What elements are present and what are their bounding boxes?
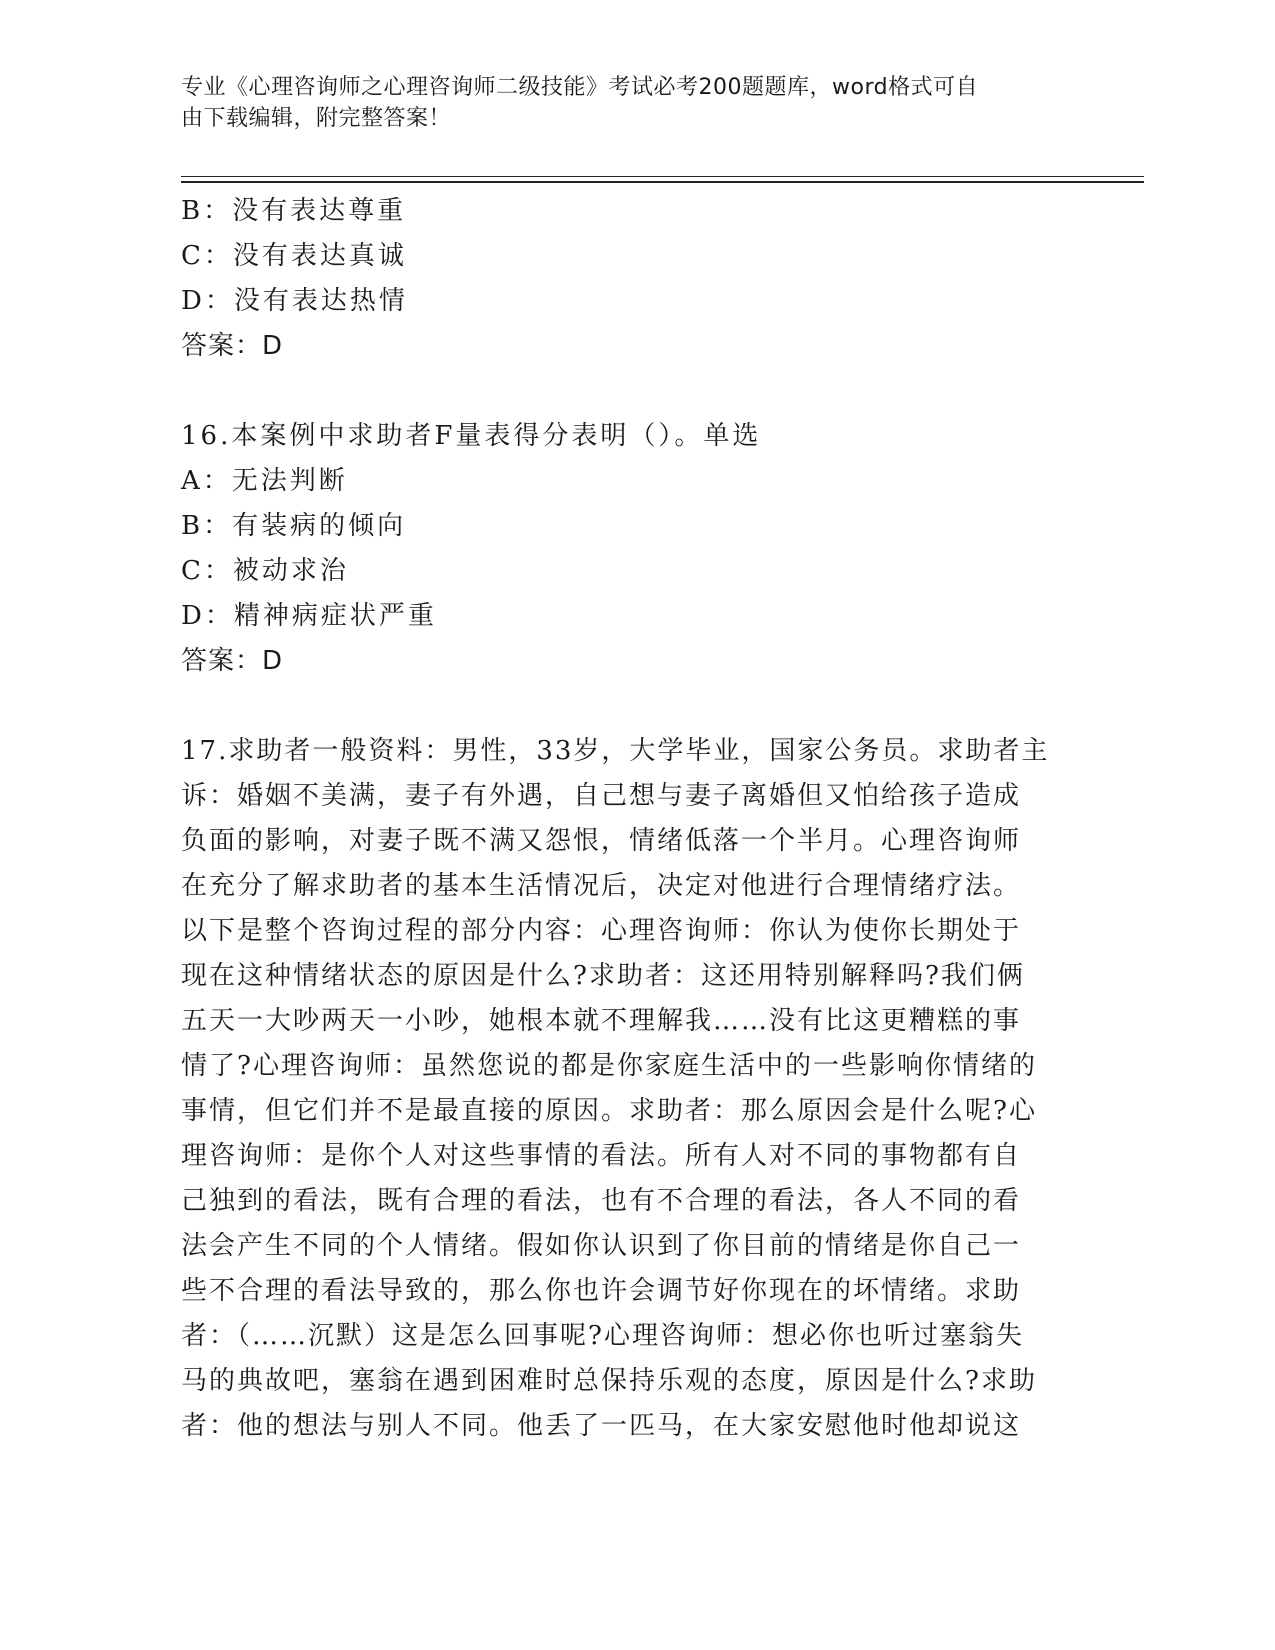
paragraph-line: 理咨询师：是你个人对这些事情的看法。所有人对不同的事物都有自 [181,1141,1022,1171]
paragraph-line: 在充分了解求助者的基本生活情况后，决定对他进行合理情绪疗法。 [181,871,1022,901]
option-b: B：没有表达尊重 [181,196,407,226]
option-c: C：被动求治 [181,556,349,586]
spacer [181,369,1081,414]
paragraph-line: 者：他的想法与别人不同。他丢了一匹马，在大家安慰他时他却说这 [181,1411,1022,1441]
paragraph-line: 诉：婚姻不美满，妻子有外遇，自己想与妻子离婚但又怕给孩子造成 [181,781,1022,811]
paragraph-line: 情了?心理咨询师：虽然您说的都是你家庭生活中的一些影响你情绪的 [181,1051,1037,1081]
previous-question [181,189,1081,369]
answer: 答案：D [181,646,284,676]
paragraph-line: 法会产生不同的个人情绪。假如你认识到了你目前的情绪是你自己一 [181,1231,1022,1261]
paragraph-line: 17.求助者一般资料：男性，33岁，大学毕业，国家公务员。求助者主 [181,736,1050,766]
page-header [181,72,1061,134]
answer: 答案：D [181,331,284,361]
paragraph-line: 者：（……沉默）这是怎么回事呢?心理咨询师：想必你也听过塞翁失 [181,1321,1024,1351]
document-body [181,189,1081,1449]
question-17 [181,729,1081,1449]
option-c: C：没有表达真诚 [181,241,407,271]
spacer [181,684,1081,729]
paragraph-line: 事情，但它们并不是最直接的原因。求助者：那么原因会是什么呢?心 [181,1096,1037,1126]
paragraph-line: 负面的影响，对妻子既不满又怨恨，情绪低落一个半月。心理咨询师 [181,826,1022,856]
question-16 [181,414,1081,684]
paragraph-line: 己独到的看法，既有合理的看法，也有不合理的看法，各人不同的看 [181,1186,1022,1216]
paragraph-line: 五天一大吵两天一小吵，她根本就不理解我……没有比这更糟糕的事 [181,1006,1022,1036]
question-stem: 16.本案例中求助者F量表得分表明（）。单选 [181,421,762,451]
paragraph-line: 以下是整个咨询过程的部分内容：心理咨询师：你认为使你长期处于 [181,916,1022,946]
option-d: D：没有表达热情 [181,286,408,316]
header-line-1: 专业《心理咨询师之心理咨询师二级技能》考试必考200题题库，word格式可自 [181,75,979,100]
option-d: D：精神病症状严重 [181,601,437,631]
paragraph-line: 现在这种情绪状态的原因是什么?求助者：这还用特别解释吗?我们俩 [181,961,1025,991]
header-line-2: 由下载编辑，附完整答案！ [181,106,452,131]
header-divider [181,176,1144,177]
option-b: B：有装病的倾向 [181,511,407,541]
option-a: A：无法判断 [181,466,348,496]
header-divider-thick [181,181,1144,183]
paragraph-line: 马的典故吧，塞翁在遇到困难时总保持乐观的态度，原因是什么?求助 [181,1366,1037,1396]
paragraph-line: 些不合理的看法导致的，那么你也许会调节好你现在的坏情绪。求助 [181,1276,1022,1306]
